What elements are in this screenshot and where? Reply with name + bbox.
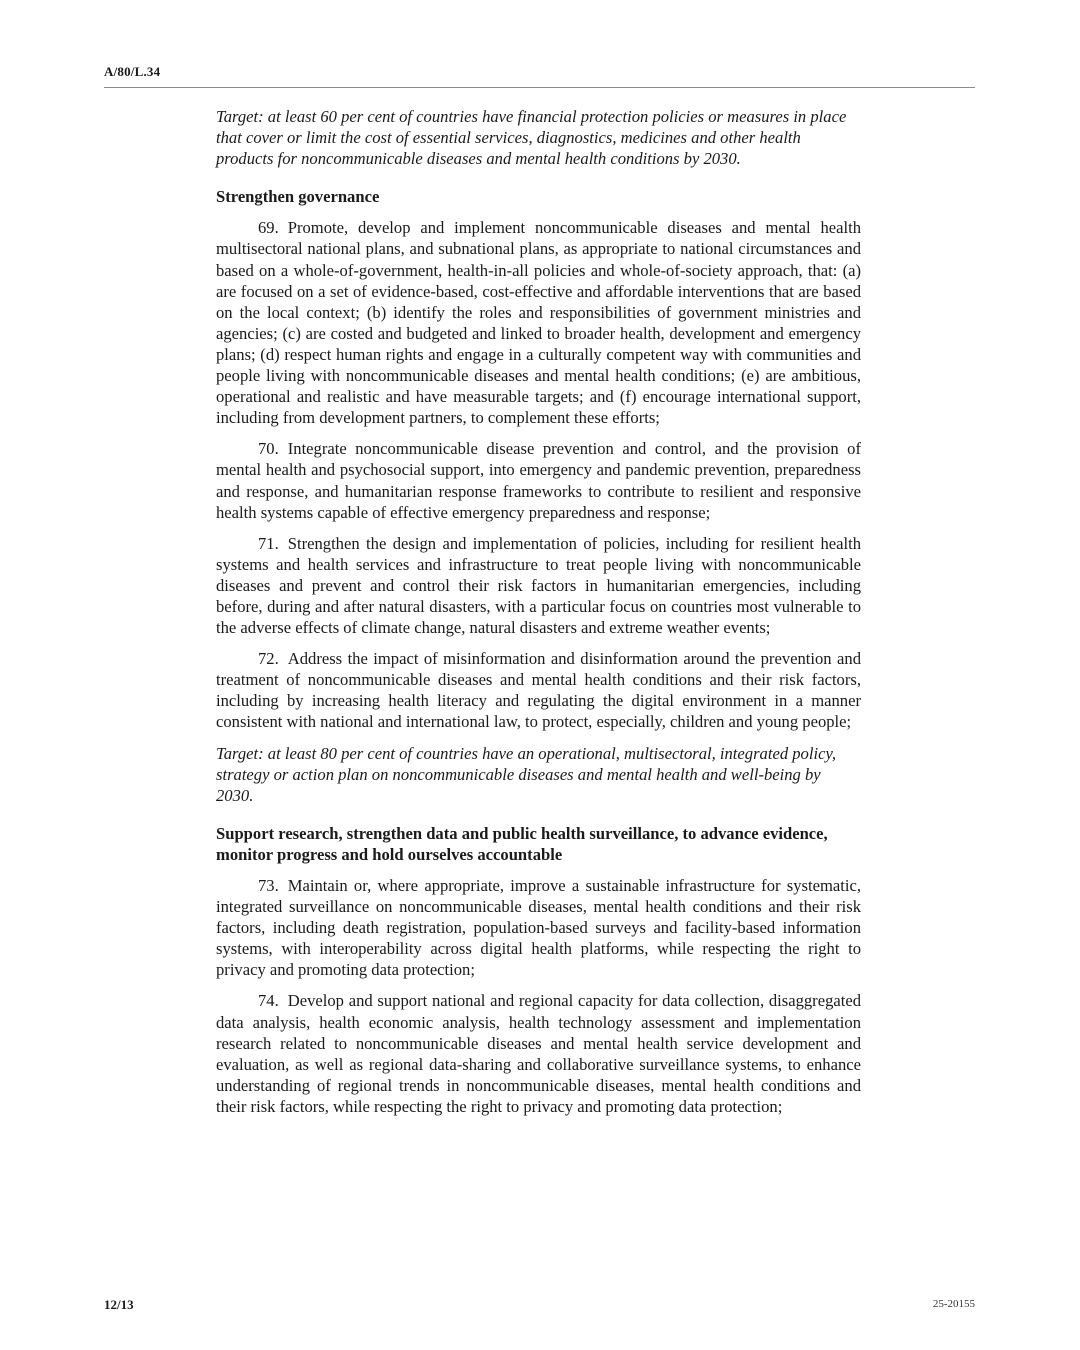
document-body [216,106,861,1117]
page-number: 12/13 [104,1297,134,1312]
paragraph-72 [216,648,861,732]
paragraph-number: 73. [258,876,279,895]
paragraph-number: 69. [258,218,279,238]
header-rule [104,87,975,88]
paragraph-text: Integrate noncommunicable disease prevention and control, and the provision of mental health and psychosocial support, into emergency and pandemic prevention, preparedness and response, and humanitarian response frameworks to contribute to resilient and responsive health systems capable of effective emergency preparedness and response; [216,439,861,522]
section-heading: Strengthen governance [216,187,380,207]
section-heading: Support research, strengthen data and public health surveillance, to advance evidence, monitor progress and hold ourselves accountable [216,823,828,864]
job-number: 25-20155 [932,1298,975,1310]
paragraph-text: Strengthen the design and implementation of policies, including for resilient health systems and health services and infrastructure to treat people living with noncommunicable diseases and prevent and control their risk factors in humanitarian emergencies, including before, during and after natural disasters, with a particular focus on countries most vulnerable to the adverse effects of climate change, natural disasters and extreme weather events; [216,533,861,638]
paragraph-text: Maintain or, where appropriate, improve a sustainable infrastructure for systematic, integrated surveillance on noncommunicable diseases, mental health conditions and their risk factors, including death registration, population-based surveys and facility-based information systems, with interoperability across digital health platforms, while respecting the right to privacy and promoting data protection; [216,876,861,980]
paragraph-text: Promote, develop and implement noncommunicable diseases and mental health multisectoral national plans, and subnational plans, as appropriate to national circumstances and based on a whole-of-government, health-in-all policies and whole-of-society approach, that: (a) are focused on a set of evidence-based, cost-effective and affordable interventions that are based on the local context; (b) identify the roles and responsibilities of government ministries and agencies; (c) are costed and budgeted and linked to broader health, development and emergency plans; (d) respect human rights and engage in a culturally competent way with communities and people living with noncommunicable diseases and mental health conditions; (e) are ambitious, operational and realistic and have measurable targets; and (f) encourage international support, including from development partners, to complement these efforts; [216,218,861,428]
paragraph-text: Address the impact of misinformation and disinformation around the prevention and treatment of noncommunicable diseases and mental health conditions and their risk factors, including by increasing health literacy and regulating the digital environment in a manner consistent with national and international law, to protect, especially, children and young people; [216,649,861,732]
document-symbol: A/80/L.34 [104,64,161,79]
paragraph-69 [216,217,861,428]
paragraph-74 [216,990,861,1117]
target-statement: Target: at least 60 per cent of countries have financial protection policies or measures in place that cover or limit the cost of essential services, diagnostics, medicines and other health products for noncommunicable diseases and mental health conditions by 2030. [216,107,847,169]
target-statement: Target: at least 80 per cent of countries have an operational, multisectoral, integrated policy, strategy or action plan on noncommunicable diseases and mental health and well-being by 2030. [216,743,837,805]
paragraph-number: 70. [258,439,279,459]
paragraph-73 [216,875,861,980]
paragraph-70 [216,438,861,522]
paragraph-number: 71. [258,533,279,553]
paragraph-71 [216,533,861,638]
paragraph-number: 74. [258,991,279,1011]
paragraph-number: 72. [258,649,279,669]
paragraph-text: Develop and support national and regional capacity for data collection, disaggregated data analysis, health economic analysis, health technology assessment and implementation research related to noncommunicable diseases and mental health service development and evaluation, as well as regional data-sharing and collaborative surveillance systems, to enhance understanding of regional trends in noncommunicable diseases, mental health conditions and their risk factors, while respecting the right to privacy and promoting data protection; [216,991,861,1116]
